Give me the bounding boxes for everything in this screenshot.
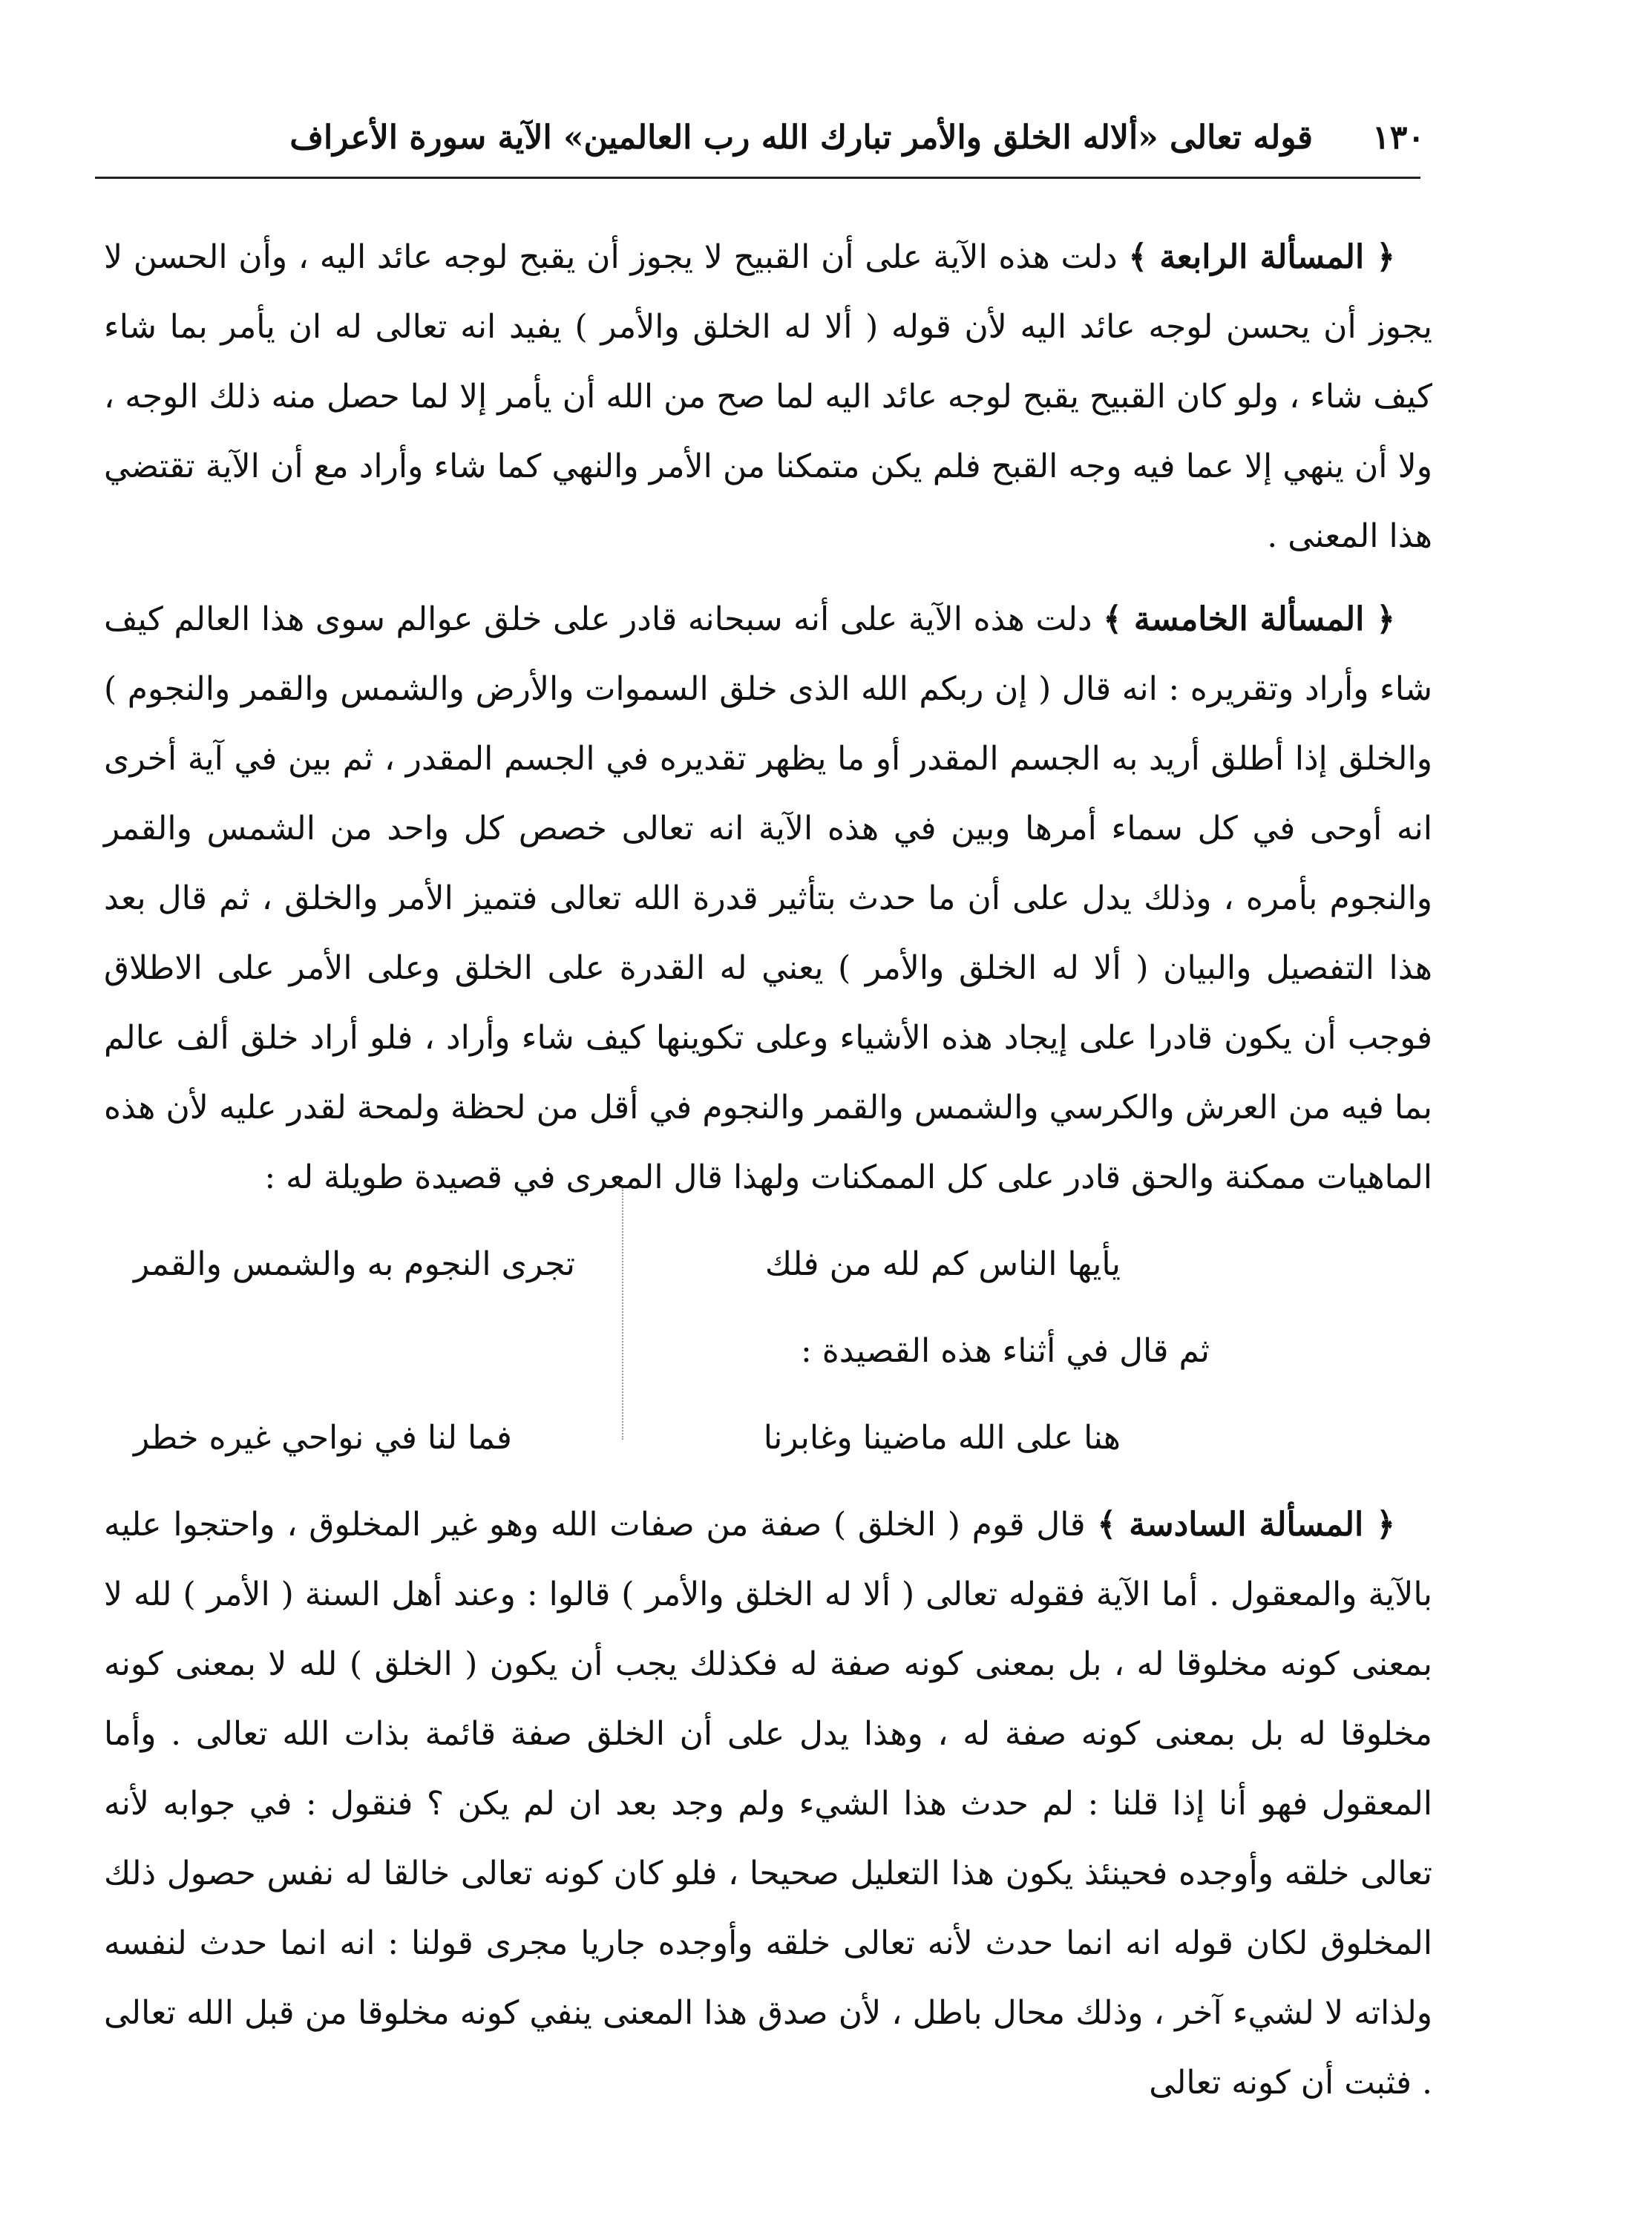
hemistich-second: تجرى النجوم به والشمس والقمر [134,1245,575,1283]
paragraph-masala-5 [104,585,1432,1213]
poem-verse-1 [134,1229,1121,1300]
hemistich-first: هنا على الله ماضينا وغابرنا [763,1419,1121,1457]
paragraph-text: دلت هذه الآية على أن القبيح لا يجوز أن يقبح لوجه عائد اليه ، وأن الحسن لا يجوز أن يحسن لوجه عائد اليه لأن قوله ( ألا له الخلق والأمر ) يفيد انه تعالى له ان يأمر بما شاء كيف شاء ، ولو كان القبيح يقبح لوجه عائد اليه لما صح من الله أن يأمر إلا لما حصل منه ذلك الوجه ، ولا أن ينهي إلا عما فيه وجه القبح فلم يكن متمكنا من الأمر والنهي كما شاء وأراد مع أن الآية تقتضي هذا المعنى . [104,238,1432,555]
verse-intro: ثم قال في أثناء هذه القصيدة : [800,1332,1210,1370]
paragraph-text: قال قوم ( الخلق ) صفة من صفات الله وهو غير المخلوق ، واحتجوا عليه بالآية والمعقول . أما الآية فقوله تعالى ( ألا له الخلق والأمر ) قالوا : وعند أهل السنة ( الأمر ) لله لا بمعنى كونه مخلوقا له ، بل بمعنى كونه صفة له فكذلك يجب أن يكون ( الخلق ) لله لا بمعنى كونه مخلوقا له بل بمعنى كونه صفة له ، وهذا يدل على أن الخلق صفة قائمة بذات الله تعالى . وأما المعقول فهو أنا إذا قلنا : لم حدث هذا الشيء ولم وجد بعد ان لم يكن ؟ فنقول : في جوابه لأنه تعالى خلقه وأوجده فحينئذ يكون هذا التعليل صحيحا ، فلو كان كونه تعالى خالقا له نفس حصول ذلك المخلوق لكان قوله انه انما حدث لأنه تعالى خلقه وأوجده جاريا مجرى قولنا : انه انما حدث لنفسه ولذاته لا لشيء آخر ، وذلك محال باطل ، لأن صدق هذا المعنى ينفي كونه مخلوقا من قبل الله تعالى . فثبت أن كونه تعالى [104,1506,1432,2102]
header-rule [95,177,1420,179]
section-heading: ﴿ المسألة الخامسة ﴾ [1103,600,1396,638]
running-title: قوله تعالى «ألاله الخلق والأمر تبارك الله رب العالمين» الآية سورة الأعراف [289,118,1314,157]
page-header [96,111,1425,163]
page-number: ١٣٠ [1372,118,1425,157]
page-body [104,223,1432,2131]
paragraph-masala-6 [104,1490,1432,2118]
paragraph-masala-4 [104,223,1432,571]
poem-verse-2 [134,1403,1121,1474]
paragraph-text: دلت هذه الآية على أنه سبحانه قادر على خلق عوالم سوى هذا العالم كيف شاء وأراد وتقريره : انه قال ( إن ربكم الله الذى خلق السموات والأرض والشمس والقمر والنجوم ) والخلق إذا أطلق أريد به الجسم المقدر أو ما يظهر تقديره في الجسم المقدر ، ثم بين في آية أخرى انه أوحى في كل سماء أمرها وبين في هذه الآية انه تعالى خصص كل واحد من الشمس والقمر والنجوم بأمره ، وذلك يدل على أن ما حدث بتأثير قدرة الله تعالى فتميز الأمر والخلق ، ثم قال بعد هذا التفصيل والبيان ( ألا له الخلق والأمر ) يعني له القدرة على الخلق وعلى الأمر على الاطلاق فوجب أن يكون قادرا على إيجاد هذه الأشياء وعلى تكوينها كيف شاء وأراد ، فلو أراد خلق ألف عالم بما فيه من العرش والكرسي والشمس والقمر والنجوم في أقل من لحظة ولمحة لقدر عليه لأن هذه الماهيات ممكنة والحق قادر على كل الممكنات ولهذا قال المعرى في قصيدة طويلة له : [104,600,1432,1196]
hemistich-second: فما لنا في نواحي غيره خطر [134,1419,512,1457]
hemistich-first: يأيها الناس كم لله من فلك [764,1245,1121,1283]
section-heading: ﴿ المسألة الرابعة ﴾ [1128,238,1395,276]
section-heading: ﴿ المسألة السادسة ﴾ [1097,1506,1395,1544]
